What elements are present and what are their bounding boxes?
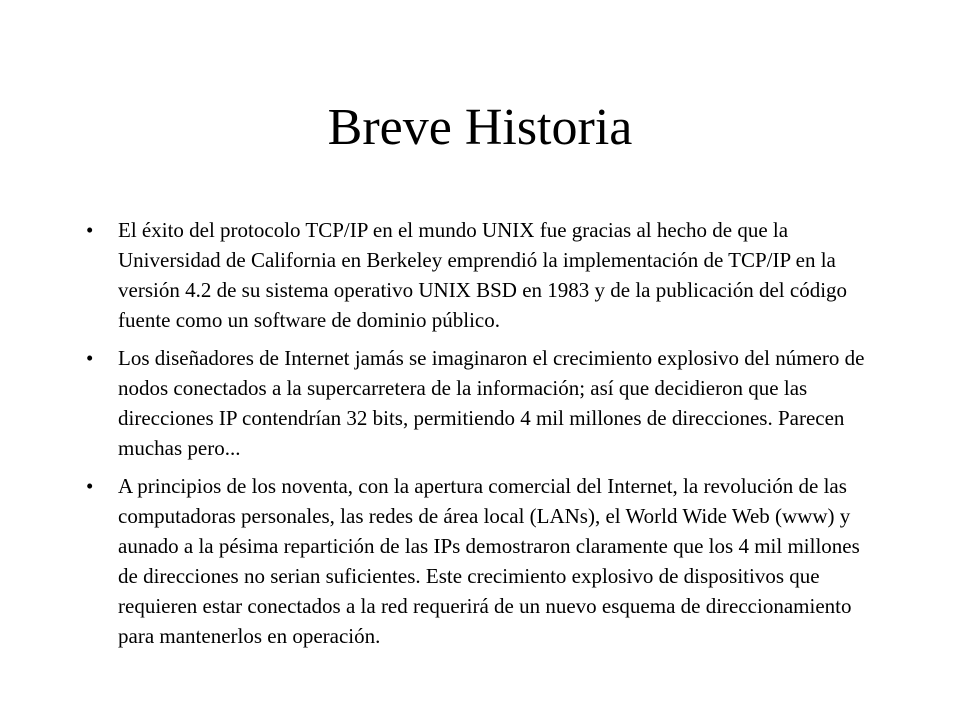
bullet-icon: • — [86, 474, 94, 498]
bullet-text: El éxito del protocolo TCP/IP en el mundo UNIX fue gracias al hecho de que la Universidad de California en Berkeley emprendió la implementación de TCP/IP en la versión 4.2 de su sistema operativo UNIX BSD en 1983 y de la publicación del código fuente como un software de dominio público. — [118, 218, 848, 332]
bullet-item — [80, 215, 880, 335]
bullet-text: A principios de los noventa, con la apertura comercial del Internet, la revolución de las computadoras personales, las redes de área local (LANs), el World Wide Web (www) y aunado a la pésima repartición de las IPs demostraron claramente que los 4 mil millones de direcciones no serian suficientes. Este crecimiento explosivo de dispositivos que requieren estar conectados a la red requerirá de un nuevo esquema de direccionamiento para mantenerlos en operación. — [118, 474, 860, 648]
slide-title: Breve Historia — [327, 99, 633, 156]
bullet-item — [80, 343, 880, 463]
bullet-icon: • — [86, 218, 94, 242]
bullet-text: Los diseñadores de Internet jamás se imaginaron el crecimiento explosivo del número de nodos conectados a la supercarretera de la información; así que decidieron que las direcciones IP contendrían 32 bits, permitiendo 4 mil millones de direcciones. Parecen muchas pero... — [118, 346, 865, 460]
bullet-icon: • — [86, 346, 94, 370]
bullet-list — [80, 215, 880, 659]
bullet-item — [80, 471, 880, 651]
